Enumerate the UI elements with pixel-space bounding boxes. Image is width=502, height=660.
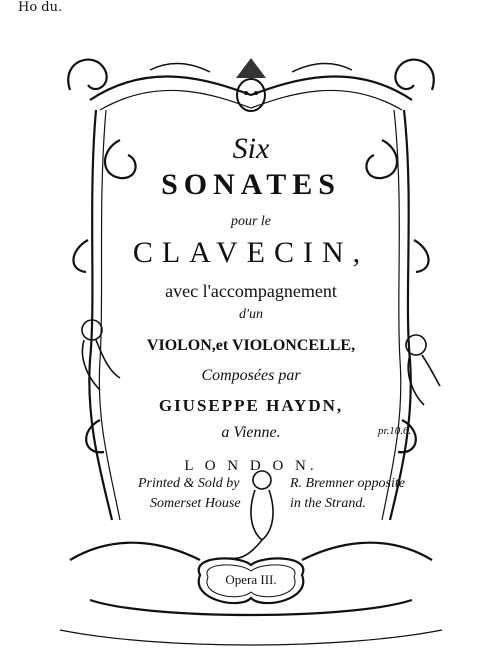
handwritten-note: Ho du. xyxy=(18,0,63,15)
imprint-line1-right: R. Bremner opposite xyxy=(290,476,405,491)
title-dun: d'un xyxy=(239,307,263,322)
title-a-vienne: a Vienne. xyxy=(221,424,281,441)
title-avec: avec l'accompagnement xyxy=(165,281,337,301)
title-six: Six xyxy=(232,132,270,165)
title-clavecin: CLAVECIN, xyxy=(132,236,370,269)
price: pr.10.6. xyxy=(378,425,412,437)
imprint-line2-right: in the Strand. xyxy=(290,496,366,511)
title-composees: Composées par xyxy=(201,367,301,384)
title-sonates: SONATES xyxy=(161,168,341,201)
imprint-line1-left: Printed & Sold by xyxy=(138,476,240,491)
title-pour-le: pour le xyxy=(230,214,272,229)
title-composer: GIUSEPPE HAYDN, xyxy=(158,396,344,415)
opera-label: Opera III. xyxy=(225,572,277,587)
title-violon: VIOLON,et VIOLONCELLE, xyxy=(146,337,356,354)
london: L O N D O N. xyxy=(184,458,318,474)
imprint-line2-left: Somerset House xyxy=(150,496,241,511)
